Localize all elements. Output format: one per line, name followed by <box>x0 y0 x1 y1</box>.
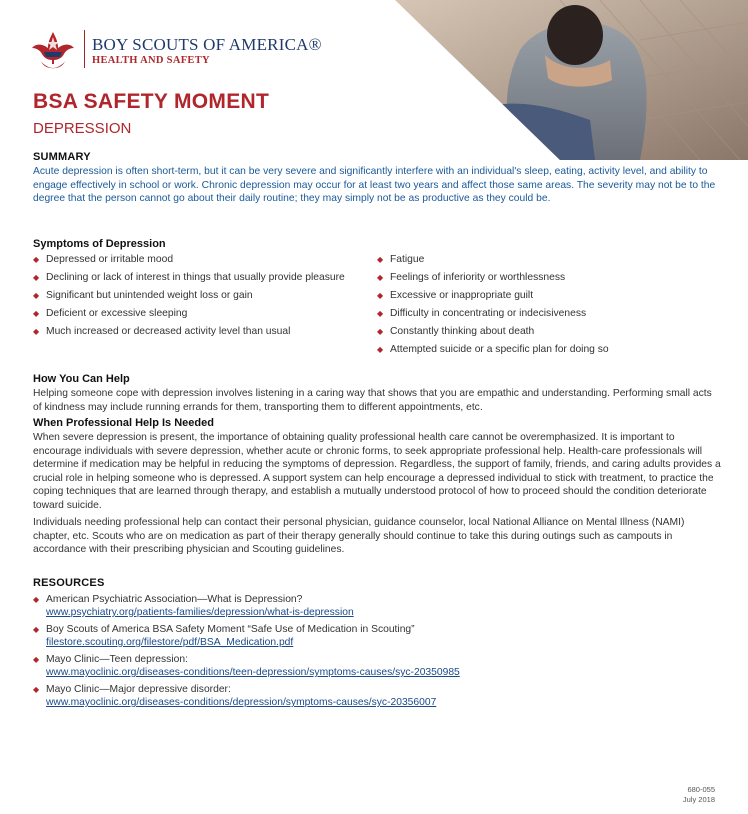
bullet-icon: ◆ <box>377 345 384 354</box>
symptom-text: Significant but unintended weight loss or gain <box>46 290 253 301</box>
help-heading: How You Can Help <box>33 373 130 385</box>
bullet-icon: ◆ <box>33 255 40 264</box>
symptom-text: Attempted suicide or a specific plan for doing so <box>390 344 609 355</box>
resource-link[interactable]: www.mayoclinic.org/diseases-conditions/teen-depression/symptoms-causes/syc-20350985 <box>46 667 460 678</box>
symptom-text: Difficulty in concentrating or indecisiveness <box>390 308 587 319</box>
document-number: 680-055 <box>687 785 715 794</box>
list-item <box>33 325 353 338</box>
resource-link[interactable]: filestore.scouting.org/filestore/pdf/BSA_Medication.pdf <box>46 637 294 648</box>
symptom-text: Depressed or irritable mood <box>46 254 174 265</box>
symptoms-list-left <box>33 253 353 343</box>
bullet-icon: ◆ <box>33 291 40 300</box>
bullet-icon: ◆ <box>33 273 40 282</box>
symptoms-list-right <box>377 253 717 361</box>
list-item <box>33 289 353 302</box>
symptom-text: Declining or lack of interest in things that usually provide pleasure <box>46 272 345 283</box>
bullet-icon: ◆ <box>33 625 40 634</box>
list-item <box>377 289 717 302</box>
list-item <box>33 253 353 266</box>
resource-link[interactable]: www.psychiatry.org/patients-families/depression/what-is-depression <box>46 607 354 618</box>
resource-item <box>33 653 723 679</box>
logo-divider <box>84 30 85 68</box>
list-item <box>377 325 717 338</box>
bullet-icon: ◆ <box>33 327 40 336</box>
page-title: BSA SAFETY MOMENT <box>33 90 270 113</box>
resource-label: Mayo Clinic—Major depressive disorder: <box>46 684 231 695</box>
page-subtitle: DEPRESSION <box>33 120 132 137</box>
bullet-icon: ◆ <box>33 595 40 604</box>
bullet-icon: ◆ <box>33 685 40 694</box>
resources-list <box>33 593 723 713</box>
bullet-icon: ◆ <box>377 291 384 300</box>
professional-help-text: When severe depression is present, the importance of obtaining quality professional health care cannot be overemphasized. It is important to encourage individuals with severe depression, whether acute or chronic forms, to seek appropriate professional help. Health-care professionals will determine if medication may be helpful in reducing the symptoms of depression. Regardless, the support of family, friends, and caring adults provides a crucial role in helping someone who is depressed. A support system can help encourage a depressed individual to stick with treatment, to practice the coping techniques that are learned through therapy, and establish a mutually understood protocol of how to proceed should the condition deteriorate toward suicide. <box>33 432 721 511</box>
list-item <box>377 253 717 266</box>
list-item <box>33 271 353 284</box>
bullet-icon: ◆ <box>33 309 40 318</box>
brand-name: BOY SCOUTS OF AMERICA® <box>92 35 322 54</box>
list-item <box>377 307 717 320</box>
list-item <box>377 271 717 284</box>
symptom-text: Much increased or decreased activity level than usual <box>46 326 291 337</box>
resource-link[interactable]: www.mayoclinic.org/diseases-conditions/depression/symptoms-causes/syc-20356007 <box>46 697 437 708</box>
resource-label: Mayo Clinic—Teen depression: <box>46 654 188 665</box>
resource-item <box>33 593 723 619</box>
brand-subtitle: HEALTH AND SAFETY <box>92 55 210 66</box>
symptom-text: Excessive or inappropriate guilt <box>390 290 534 301</box>
resource-label: American Psychiatric Association—What is Depression? <box>46 594 303 605</box>
symptom-text: Feelings of inferiority or worthlessness <box>390 272 566 283</box>
professional-help-text-2: Individuals needing professional help can contact their personal physician, guidance counselor, local National Alliance on Mental Illness (NAMI) chapter, etc. Scouts who are on medication as part of their therapy generally should continue to take this during outings such as campouts in accordance with their prescribing physician and Scouting guidelines. <box>33 517 685 556</box>
resource-item <box>33 623 723 649</box>
summary-text: Acute depression is often short-term, but it can be very severe and significantly interfere with an individual's sleep, eating, activity level, and ability to engage effectively in school or work. Chronic depression may occur for at least two years and affect those same areas. The severity may not be to the degree that the person cannot go about their daily routine; they may simply not be as productive as they could be. <box>33 166 716 205</box>
list-item <box>33 307 353 320</box>
resource-label: Boy Scouts of America BSA Safety Moment “Safe Use of Medication in Scouting” <box>46 624 415 635</box>
bsa-logo-icon <box>30 30 76 74</box>
symptom-text: Fatigue <box>390 254 425 265</box>
symptom-text: Deficient or excessive sleeping <box>46 308 188 319</box>
bullet-icon: ◆ <box>377 327 384 336</box>
professional-help-heading: When Professional Help Is Needed <box>33 417 214 429</box>
resource-item <box>33 683 723 709</box>
bullet-icon: ◆ <box>33 655 40 664</box>
bullet-icon: ◆ <box>377 309 384 318</box>
list-item <box>377 343 717 356</box>
bullet-icon: ◆ <box>377 273 384 282</box>
resources-heading: RESOURCES <box>33 577 105 589</box>
summary-heading: SUMMARY <box>33 151 91 163</box>
help-text: Helping someone cope with depression involves listening in a caring way that shows that you are empathic and understanding. Performing small acts of kindness may include running errands for them, transporting them to different appointments, etc. <box>33 388 712 413</box>
document-date: July 2018 <box>682 795 715 804</box>
symptoms-heading: Symptoms of Depression <box>33 238 166 250</box>
symptom-text: Constantly thinking about death <box>390 326 535 337</box>
bullet-icon: ◆ <box>377 255 384 264</box>
